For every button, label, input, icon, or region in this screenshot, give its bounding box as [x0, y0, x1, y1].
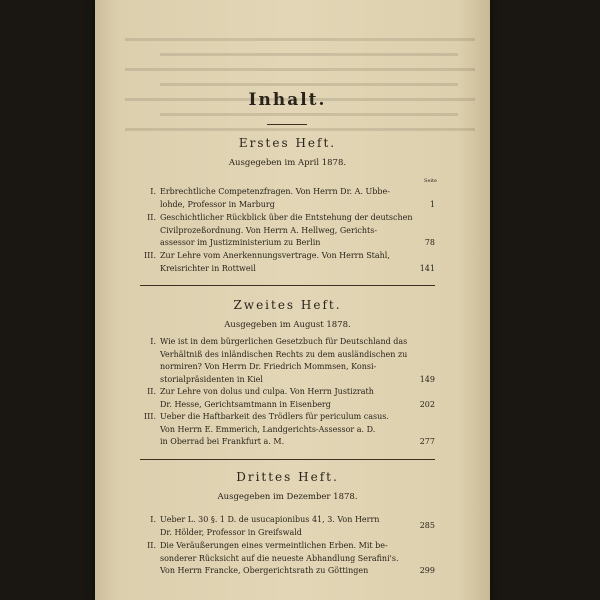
title-rule	[267, 124, 307, 125]
toc-entry: I. Ueber L. 30 §. 1 D. de usucapionibus 41, 3. Von Herrn Dr. Hölder, Professor in Greifswald 285	[150, 515, 435, 537]
toc-entry: I. Wie ist in dem bürgerlichen Gesetzbuch für Deutschland das Verhältniß des inländischen Rechts zu dem ausländischen zu normiren? Von Herrn Dr. Friedrich Mommsen, Konsi- storialpräsidenten in Kiel 149	[150, 337, 435, 384]
section-divider	[140, 285, 435, 286]
section-heading: Zweites Heft.	[233, 298, 342, 312]
section-heading: Erstes Heft.	[238, 136, 337, 150]
toc-entry: III. Ueber die Haftbarkeit des Trödlers für periculum casus. Von Herrn E. Emmerich, Landgerichts-Assessor a. D. in Oberrad bei Frankfurt a. M. 277	[143, 412, 435, 446]
section-issued: Ausgegeben im Dezember 1878.	[217, 492, 358, 502]
section-issued: Ausgegeben im August 1878.	[224, 320, 351, 330]
toc-entry: II. Zur Lehre von dolus und culpa. Von Herrn Justizrath Dr. Hesse, Gerichtsamtmann in Eisenberg 202	[147, 387, 435, 409]
seite-label: Seite	[424, 178, 437, 184]
toc-entry: II. Geschichtlicher Rückblick über die Entstehung der deutschen Civilprozeßordnung. Von Herrn A. Hellweg, Gerichts- assessor im Justizministerium zu Berlin 78	[147, 213, 435, 247]
book-page	[95, 0, 490, 600]
bleed-through-text	[125, 26, 475, 146]
toc-entry: I. Erbrechtliche Competenzfragen. Von Herrn Dr. A. Ubbe- lohde, Professor in Marburg 1	[150, 187, 435, 209]
section-heading: Drittes Heft.	[236, 470, 339, 484]
section-issued: Ausgegeben im April 1878.	[228, 158, 347, 168]
toc-entry: III. Zur Lehre vom Anerkennungsvertrage. Von Herrn Stahl, Kreisrichter in Rottweil 141	[143, 251, 435, 273]
toc-entry: II. Die Veräußerungen eines vermeintlichen Erben. Mit be- sonderer Rücksicht auf die neueste Abhandlung Serafini's. Von Herrn Francke, Obergerichtsrath zu Göttingen 299	[147, 541, 435, 575]
section-divider	[140, 459, 435, 460]
page-title: Inhalt.	[248, 90, 327, 110]
